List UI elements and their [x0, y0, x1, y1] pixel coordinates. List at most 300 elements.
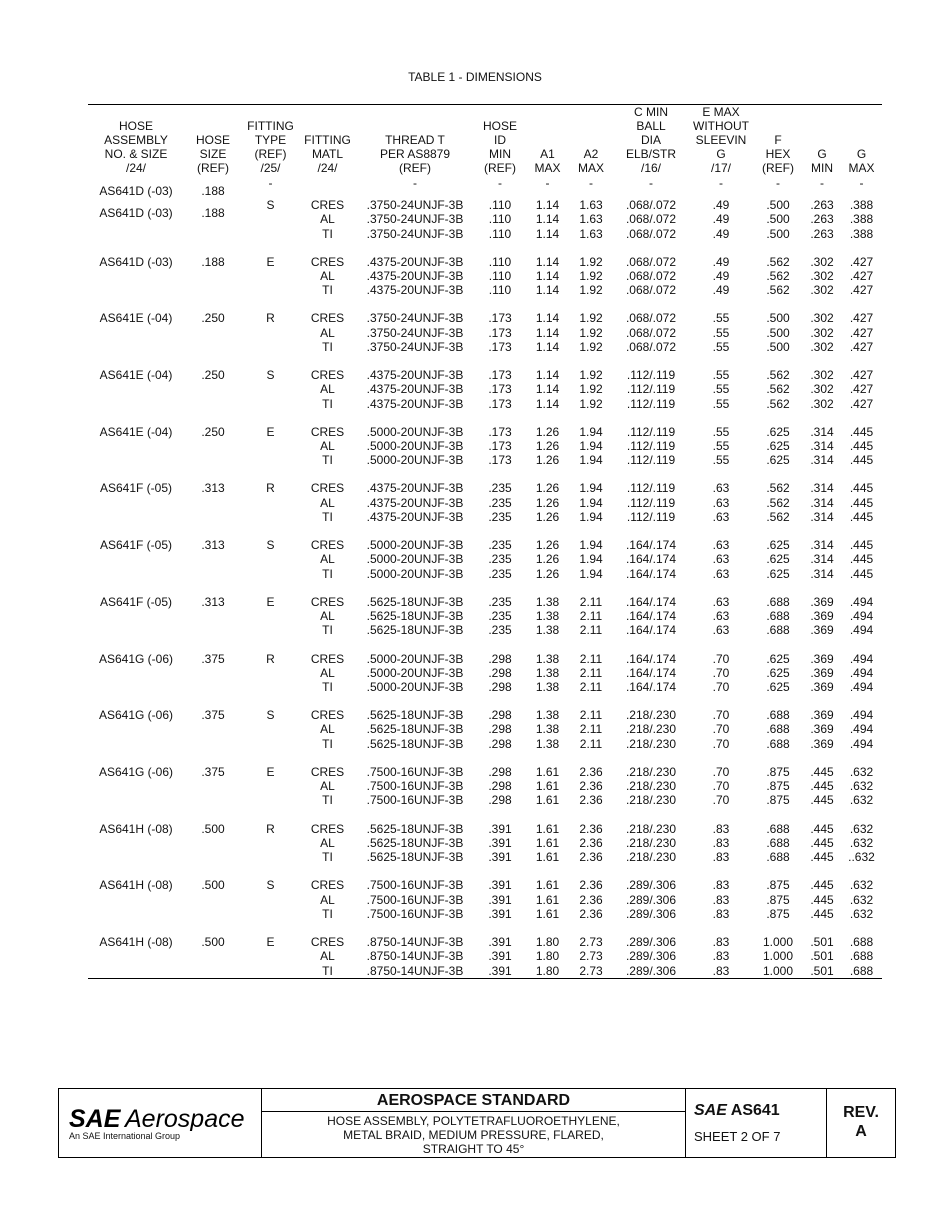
table-cell: -	[820, 176, 824, 190]
table-cell: .218/.230	[625, 736, 677, 751]
value-column	[526, 481, 569, 538]
value-column	[689, 935, 753, 978]
value-column	[474, 595, 526, 652]
table-cell: .298	[488, 651, 512, 666]
value-column	[356, 935, 474, 978]
table-cell: .875	[766, 779, 790, 794]
value-column	[841, 538, 882, 595]
value-column	[299, 822, 356, 879]
table-cell: .632	[849, 793, 874, 808]
table-cell: .4375-20UNJF-3B	[366, 368, 464, 383]
table-cell: .302	[810, 311, 834, 326]
table-cell: .218/.230	[625, 835, 677, 850]
value-column	[753, 595, 803, 652]
value-column	[569, 822, 613, 879]
table-cell: .218/.230	[625, 764, 677, 779]
table-cell: .688	[766, 594, 790, 609]
table-cell: .8750-14UNJF-3B	[366, 949, 464, 964]
table-cell: 2.11	[579, 609, 603, 624]
table-cell: AL	[320, 892, 335, 907]
table-cell: .70	[712, 793, 730, 808]
column-header-line: (REF)	[762, 161, 794, 175]
table-cell: 1.26	[535, 424, 560, 439]
table-cell: .688	[766, 821, 790, 836]
table-cell: .625	[766, 651, 790, 666]
table-cell: .625	[766, 424, 790, 439]
assembly-number: AS641E (-04)	[99, 368, 173, 383]
table-cell: .302	[810, 368, 834, 383]
table-cell: .218/.230	[625, 722, 677, 737]
value-column	[356, 255, 474, 312]
table-cell: .110	[488, 254, 512, 269]
description-line: HOSE ASSEMBLY, POLYTETRAFLUOROETHYLENE,	[327, 1114, 620, 1128]
table-cell: .263	[810, 212, 834, 227]
table-cell: .63	[712, 481, 730, 496]
hose-size: .313	[201, 481, 225, 496]
table-cell: .173	[488, 382, 512, 397]
assembly-number: AS641F (-05)	[99, 481, 173, 496]
table-cell: .5000-20UNJF-3B	[366, 552, 464, 567]
value-column	[689, 822, 753, 879]
table-cell: .5625-18UNJF-3B	[366, 835, 464, 850]
table-cell: .112/.119	[626, 439, 676, 454]
fitting-type: R	[266, 821, 275, 836]
hose-size: .500	[201, 821, 225, 836]
table-cell: .494	[849, 623, 874, 638]
assembly-number: AS641G (-06)	[98, 708, 174, 723]
table-cell: 1.26	[535, 495, 560, 510]
table-cell: .068/.072	[625, 325, 677, 340]
table-cell: .501	[810, 949, 834, 964]
table-cell: .068/.072	[625, 254, 677, 269]
table-cell: 2.11	[579, 665, 603, 680]
value-column	[526, 368, 569, 425]
column-header-line: C MIN	[634, 105, 668, 119]
standard-title: AEROSPACE STANDARD	[262, 1091, 685, 1112]
table-cell: .391	[488, 949, 512, 964]
value-column	[526, 652, 569, 709]
table-cell: .632	[849, 821, 874, 836]
column-header-line: A2	[583, 147, 599, 161]
table-cell: .445	[849, 510, 874, 525]
table-cell: .445	[810, 835, 834, 850]
table-cell: .110	[488, 283, 512, 298]
table-cell: CRES	[310, 764, 345, 779]
table-row	[88, 255, 882, 312]
table-cell: .55	[712, 368, 730, 383]
assembly-group	[88, 198, 882, 255]
table-cell: TI	[322, 850, 333, 865]
table-cell: 1.38	[535, 736, 560, 751]
column-header-line: MAX	[534, 161, 561, 175]
table-cell: CRES	[310, 311, 345, 326]
table-cell: 2.36	[579, 835, 603, 850]
table-cell: 2.36	[579, 793, 603, 808]
table-cell: .55	[712, 453, 730, 468]
table-cell: .289/.306	[625, 949, 677, 964]
table-cell: .55	[712, 424, 730, 439]
table-cell: .298	[488, 680, 512, 695]
table-cell: .112/.119	[626, 453, 676, 468]
table-cell: 1.80	[535, 934, 560, 949]
table-cell: .164/.174	[625, 609, 677, 624]
column-header	[753, 105, 803, 178]
table-cell: .314	[810, 566, 834, 581]
value-column	[474, 255, 526, 312]
table-cell: .70	[712, 764, 730, 779]
table-cell: 2.73	[579, 949, 603, 964]
value-column	[299, 425, 356, 482]
table-row	[88, 595, 882, 652]
table-cell: .068/.072	[625, 311, 677, 326]
table-cell: .3750-24UNJF-3B	[366, 325, 464, 340]
table-cell: -	[545, 176, 550, 190]
value-column	[569, 765, 613, 822]
value-column	[841, 652, 882, 709]
table-cell: 1.92	[579, 254, 603, 269]
fitting-type: E	[266, 594, 275, 609]
table-cell: .55	[712, 325, 730, 340]
table-cell: 1.94	[579, 552, 603, 567]
table-cell: .427	[849, 268, 874, 283]
table-cell: AL	[320, 382, 335, 397]
table-cell: .391	[488, 821, 512, 836]
table-cell: .445	[849, 538, 874, 553]
assembly-group	[88, 538, 882, 595]
revision-label: REV.	[843, 1104, 879, 1121]
table-cell: CRES	[310, 821, 345, 836]
table-cell: CRES	[310, 424, 345, 439]
table-cell: .49	[712, 226, 730, 241]
table-cell: .391	[488, 934, 512, 949]
table-cell: .70	[712, 736, 730, 751]
table-cell: .263	[810, 226, 834, 241]
value-column	[569, 538, 613, 595]
hose-size: .250	[201, 311, 225, 326]
table-cell: 1.92	[579, 283, 603, 298]
table-cell: AL	[320, 268, 335, 283]
table-cell: .068/.072	[625, 268, 677, 283]
table-row	[88, 481, 882, 538]
table-cell: .314	[810, 481, 834, 496]
assembly-number: AS641F (-05)	[99, 538, 173, 553]
table-cell: AL	[320, 779, 335, 794]
table-row	[88, 765, 882, 822]
table-cell: .500	[766, 325, 790, 340]
value-column	[753, 425, 803, 482]
table-cell: .110	[488, 198, 512, 212]
table-cell: .388	[849, 212, 874, 227]
table-cell: 1.61	[535, 764, 560, 779]
description-line: STRAIGHT TO 45°	[422, 1142, 525, 1156]
value-column	[841, 595, 882, 652]
table-cell: .314	[810, 424, 834, 439]
table-cell: .501	[810, 934, 834, 949]
table-cell: .369	[810, 651, 834, 666]
value-column	[753, 708, 803, 765]
column-header	[569, 105, 613, 178]
table-cell: .314	[810, 439, 834, 454]
value-column	[613, 425, 689, 482]
value-column	[753, 255, 803, 312]
table-cell: .314	[810, 538, 834, 553]
value-column	[753, 538, 803, 595]
table-cell: .302	[810, 268, 834, 283]
value-column	[803, 878, 841, 935]
table-cell: .235	[488, 495, 512, 510]
table-cell: .688	[766, 850, 790, 865]
column-header-line: MAX	[577, 161, 604, 175]
column-header	[184, 105, 242, 178]
value-column	[526, 935, 569, 978]
table-cell: .688	[766, 835, 790, 850]
value-column	[299, 538, 356, 595]
table-cell: .562	[766, 368, 790, 383]
logo-sae-text: SAE	[69, 1105, 121, 1131]
table-cell: .427	[849, 368, 874, 383]
table-cell: .369	[810, 736, 834, 751]
table-cell: AL	[320, 325, 335, 340]
assembly-group	[88, 708, 882, 765]
table-cell: 1.26	[535, 439, 560, 454]
value-column	[841, 708, 882, 765]
table-cell: 1.14	[535, 254, 560, 269]
table-cell: .7500-16UNJF-3B	[366, 906, 464, 921]
table-cell: 1.14	[535, 283, 560, 298]
value-column	[689, 198, 753, 255]
table-cell: 1.94	[579, 510, 603, 525]
table-cell: 2.11	[579, 736, 603, 751]
value-column	[474, 425, 526, 482]
table-cell: .164/.174	[625, 651, 677, 666]
assembly-group	[88, 595, 882, 652]
value-column	[753, 878, 803, 935]
fitting-type: R	[266, 311, 275, 326]
value-column	[569, 595, 613, 652]
table-cell: 2.36	[579, 850, 603, 865]
column-header-line: A1	[540, 147, 555, 161]
table-cell: .83	[712, 906, 730, 921]
table-cell: .302	[810, 254, 834, 269]
table-cell: .112/.119	[626, 495, 676, 510]
table-cell: .562	[766, 268, 790, 283]
table-cell: .5000-20UNJF-3B	[366, 424, 464, 439]
value-column	[526, 708, 569, 765]
description-line: METAL BRAID, MEDIUM PRESSURE, FLARED,	[343, 1128, 604, 1142]
table-row	[88, 368, 882, 425]
value-column	[803, 822, 841, 879]
value-column	[753, 652, 803, 709]
table-cell: .314	[810, 495, 834, 510]
table-cell: .298	[488, 708, 512, 723]
table-cell: .068/.072	[625, 339, 677, 354]
table-cell: .173	[488, 439, 512, 454]
assembly-group	[88, 311, 882, 368]
table-cell: .391	[488, 835, 512, 850]
table-cell: .625	[766, 665, 790, 680]
value-column	[299, 481, 356, 538]
value-column	[803, 652, 841, 709]
table-cell: .298	[488, 793, 512, 808]
value-column	[841, 878, 882, 935]
assembly-group	[88, 935, 882, 978]
table-cell: .314	[810, 510, 834, 525]
table-cell: .289/.306	[625, 906, 677, 921]
column-header-line: E MAX	[702, 105, 740, 119]
table-cell: .314	[810, 552, 834, 567]
table-cell: 1.38	[535, 609, 560, 624]
table-cell: .112/.119	[626, 510, 676, 525]
value-column	[841, 425, 882, 482]
table-cell: TI	[322, 793, 333, 808]
value-column	[613, 368, 689, 425]
table-cell: .068/.072	[625, 198, 677, 212]
document-number	[694, 1102, 780, 1120]
table-cell: 1.14	[535, 382, 560, 397]
value-column	[474, 765, 526, 822]
value-column	[689, 595, 753, 652]
table-cell: .110	[488, 268, 512, 283]
table-cell: 1.94	[579, 566, 603, 581]
table-cell: .164/.174	[625, 665, 677, 680]
fitting-type: S	[266, 708, 275, 723]
table-cell	[299, 177, 356, 198]
value-column	[753, 935, 803, 978]
logo-cell	[59, 1089, 262, 1157]
table-cell: .83	[712, 821, 730, 836]
column-header	[613, 105, 689, 178]
table-cell: ..632	[848, 850, 875, 865]
value-column	[569, 708, 613, 765]
column-header-line: /16/	[640, 161, 661, 175]
table-cell: TI	[322, 339, 333, 354]
table-cell: 2.36	[579, 906, 603, 921]
value-column	[356, 822, 474, 879]
table-cell: .688	[766, 722, 790, 737]
table-cell: .173	[488, 325, 512, 340]
table-cell: .55	[712, 439, 730, 454]
value-column	[474, 198, 526, 255]
table-cell: .49	[712, 268, 730, 283]
column-header-line: MIN	[489, 147, 511, 161]
table-cell: 1.92	[579, 396, 603, 411]
column-header-line: DIA	[640, 133, 661, 147]
column-header	[88, 105, 184, 178]
column-header-line: NO. & SIZE	[104, 147, 168, 161]
value-column	[474, 311, 526, 368]
value-column	[299, 255, 356, 312]
table-cell: .63	[712, 538, 730, 553]
table-cell: 1.14	[535, 212, 560, 227]
hose-size: .375	[201, 708, 225, 723]
table-cell: 1.61	[535, 906, 560, 921]
table-cell: .49	[712, 254, 730, 269]
column-header-line: G	[817, 147, 827, 161]
placeholder-row	[88, 177, 882, 198]
table-cell: 2.36	[579, 878, 603, 893]
fitting-type: S	[266, 198, 275, 212]
table-cell: .632	[849, 878, 874, 893]
table-cell: .625	[766, 453, 790, 468]
table-cell: .49	[712, 198, 730, 212]
table-cell: .298	[488, 722, 512, 737]
table-cell: .112/.119	[626, 368, 676, 383]
value-column	[613, 311, 689, 368]
table-cell: .427	[849, 339, 874, 354]
value-column	[689, 368, 753, 425]
table-cell: .632	[849, 835, 874, 850]
table-cell: .388	[849, 226, 874, 241]
value-column	[474, 878, 526, 935]
table-cell: AL	[320, 439, 335, 454]
table-cell: .562	[766, 382, 790, 397]
table-cell: .875	[766, 764, 790, 779]
assembly-number: AS641F (-05)	[99, 594, 173, 609]
value-column	[526, 198, 569, 255]
column-header-line: (REF)	[399, 161, 431, 175]
table-cell: 1.14	[535, 311, 560, 326]
table-cell: .688	[849, 963, 874, 978]
table-cell: 1.92	[579, 268, 603, 283]
hose-size: .313	[201, 538, 225, 553]
value-column	[299, 652, 356, 709]
table-cell: .427	[849, 311, 874, 326]
table-cell: .83	[712, 835, 730, 850]
table-cell: .235	[488, 538, 512, 553]
table-cell: .314	[810, 453, 834, 468]
table-cell: .7500-16UNJF-3B	[366, 793, 464, 808]
table-cell: 1.38	[535, 623, 560, 638]
value-column	[526, 311, 569, 368]
table-cell: .110	[488, 226, 512, 241]
assembly-group	[88, 368, 882, 425]
assembly-number: AS641D (-03)	[99, 206, 173, 220]
table-cell: 1.38	[535, 680, 560, 695]
table-cell: TI	[322, 226, 333, 241]
table-cell: 1.61	[535, 892, 560, 907]
table-cell: .173	[488, 311, 512, 326]
table-cell: 1.61	[535, 779, 560, 794]
table-cell: 2.36	[579, 764, 603, 779]
table-cell: .63	[712, 510, 730, 525]
table-cell: .494	[849, 609, 874, 624]
fitting-type: S	[266, 878, 275, 893]
doc-sae-mark: SAE	[694, 1102, 727, 1119]
assembly-number: AS641E (-04)	[99, 311, 173, 326]
assembly-number: AS641H (-08)	[99, 821, 173, 836]
table-cell: .235	[488, 510, 512, 525]
table-cell: 2.11	[579, 708, 603, 723]
table-cell: .5625-18UNJF-3B	[366, 722, 464, 737]
table-cell: .5625-18UNJF-3B	[366, 821, 464, 836]
value-column	[613, 255, 689, 312]
doc-number-text: AS641	[730, 1102, 780, 1119]
table-cell: .688	[766, 623, 790, 638]
value-column	[356, 595, 474, 652]
assembly-group	[88, 652, 882, 709]
table-cell: 1.000	[762, 963, 794, 978]
table-cell: .302	[810, 396, 834, 411]
table-cell: 1.14	[535, 368, 560, 383]
table-cell: .494	[849, 665, 874, 680]
value-column	[526, 878, 569, 935]
table-cell: .632	[849, 779, 874, 794]
table-cell: .173	[488, 368, 512, 383]
table-cell: -	[719, 176, 723, 190]
value-column	[299, 595, 356, 652]
table-cell: .302	[810, 382, 834, 397]
table-cell: 1.000	[762, 934, 794, 949]
